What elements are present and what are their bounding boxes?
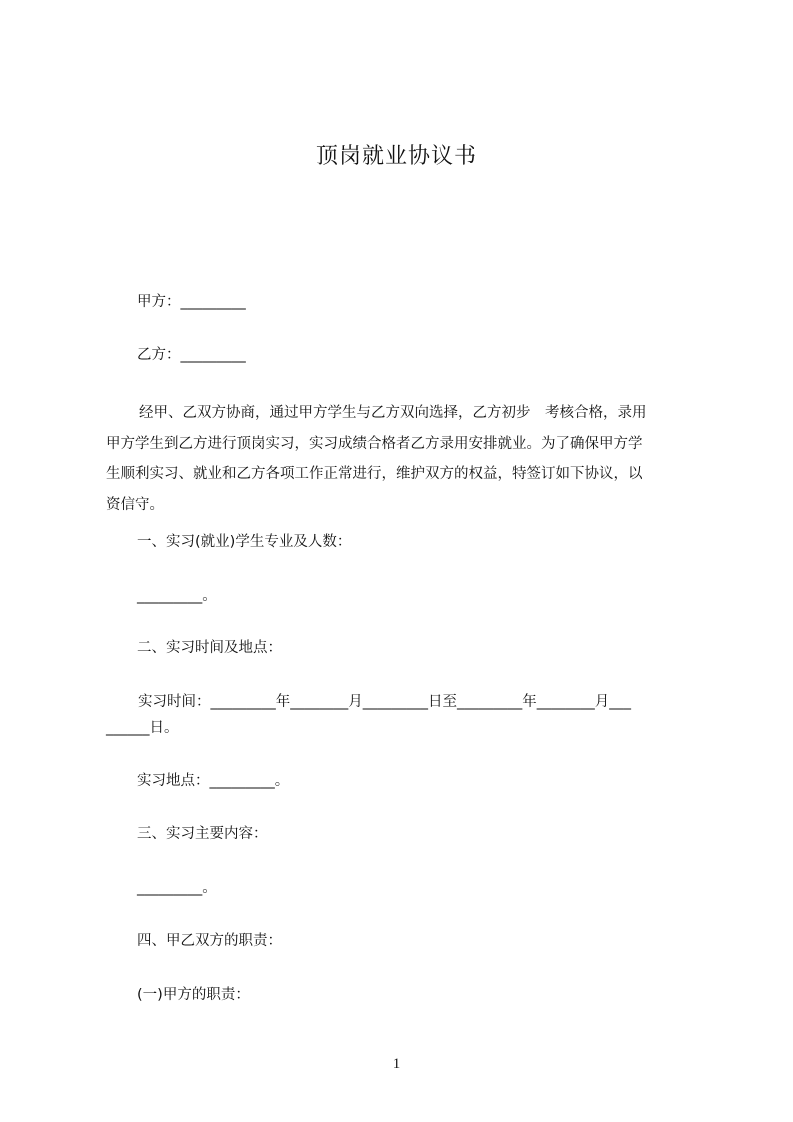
internship-place-line: 实习地点：_________。 (137, 773, 290, 789)
section-3-heading: 三、实习主要内容： (137, 826, 268, 842)
intro-paragraph (106, 398, 701, 520)
party-a-line: 甲方：_________ (137, 294, 246, 310)
section-2-heading: 二、实习时间及地点： (137, 640, 282, 656)
internship-time-line-1: 实习时间：_________年________月_________日至_________年________月___ (138, 694, 631, 710)
internship-time-line-2: ______日。 (106, 720, 179, 736)
intro-line-2: 甲方学生到乙方进行顶岗实习，实习成绩合格者乙方录用安排就业。为了确保甲方学 (106, 435, 643, 452)
page-number: 1 (392, 1056, 401, 1072)
intro-line-1: 经甲、乙双方协商，通过甲方学生与乙方双向选择，乙方初步 考核合格，录用 (139, 405, 647, 421)
section-4-subheading-1: (一)甲方的职责： (137, 987, 250, 1003)
intro-line-4: 资信守。 (106, 496, 164, 513)
section-3-blank: _________。 (137, 880, 217, 896)
section-4-heading: 四、甲乙双方的职责： (137, 933, 282, 949)
intro-line-3: 生顺利实习、就业和乙方各项工作正常进行，维护双方的权益，特签订如下协议，以 (106, 466, 643, 482)
document-title: 顶岗就业协议书 (315, 144, 477, 169)
party-b-line: 乙方：_________ (137, 347, 246, 363)
section-1-heading: 一、实习(就业)学生专业及人数： (137, 534, 352, 550)
section-1-blank: _________。 (137, 588, 217, 604)
